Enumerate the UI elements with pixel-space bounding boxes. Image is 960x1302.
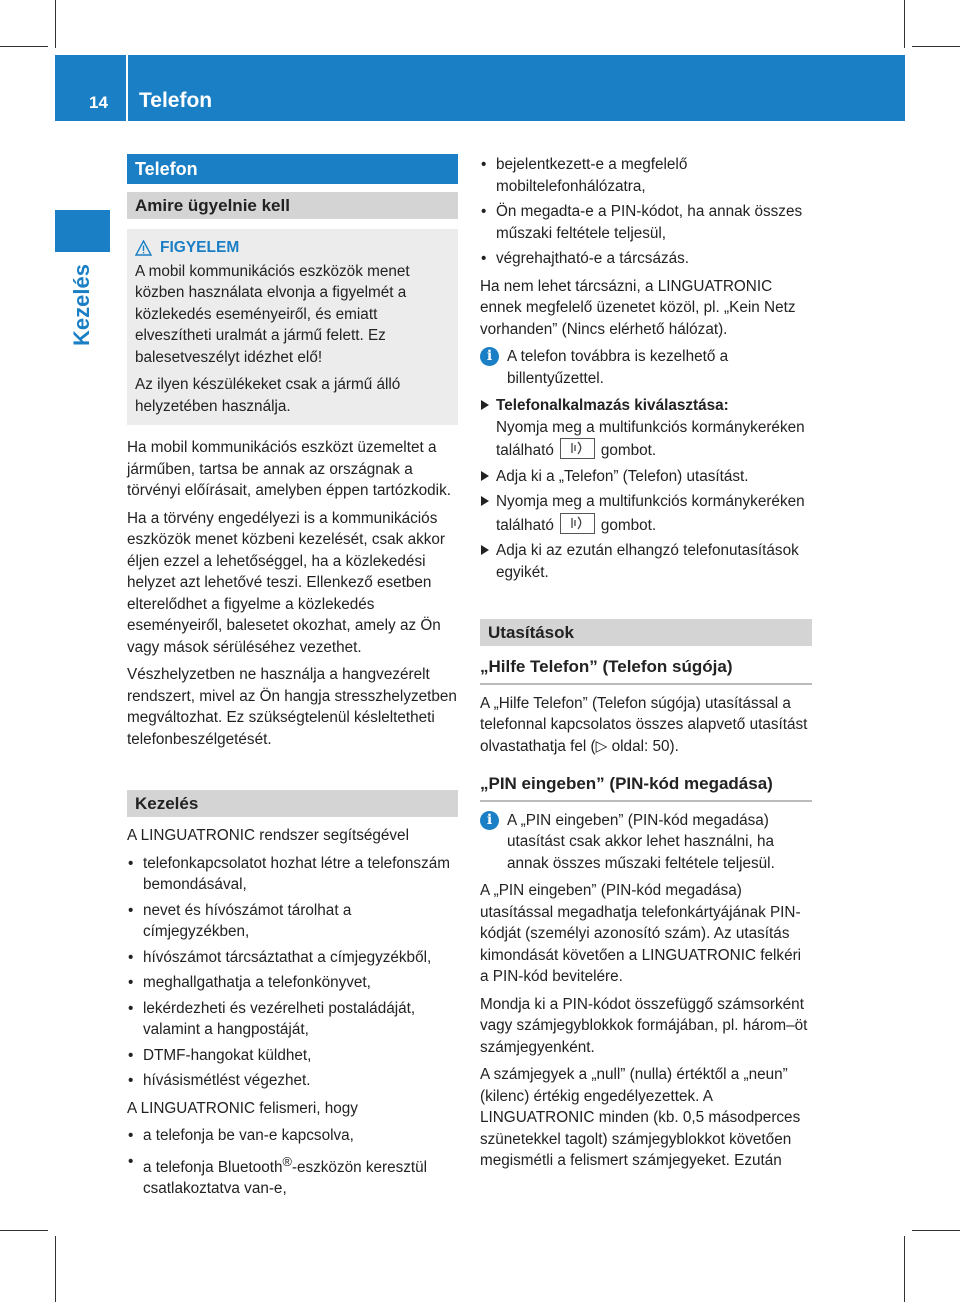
crop-mark — [0, 46, 48, 47]
step-arrow-icon — [481, 471, 489, 481]
warning-text: Az ilyen készülékeket csak a jármű álló helyzetében használja. — [135, 376, 401, 415]
paragraph: A „PIN eingeben” (PIN-kód megadása) utasítással megadhatja telefonkártyájának PIN-kódját (személyi azonosító szám). Az utasítás kimondását követően a LINGUATRONIC felkéri a PIN-kód bevitelére. — [480, 882, 802, 985]
list-item: • Ön megadta-e a PIN-kódot, ha annak összes műszaki feltétele teljesül, — [480, 201, 812, 244]
paragraph: A LINGUATRONIC rendszer segítségével — [127, 827, 409, 844]
step-text: gombot. — [600, 516, 657, 534]
section-title: Telefon — [127, 154, 458, 184]
step-arrow-icon — [481, 400, 489, 410]
step-item — [480, 491, 812, 536]
left-column — [127, 154, 458, 1206]
paragraph: Vészhelyzetben ne használja a hangvezérelt rendszert, mivel az Ön hangja stresszhelyzetben megváltozhat. Ez szükségtelenül késleltetheti telefonbeszélgetését. — [127, 666, 457, 748]
header-divider — [126, 55, 128, 121]
paragraph: Ha nem lehet tárcsázni, a LINGUATRONIC ennek megfelelő üzenetet közöl, pl. „Kein Netz vorhanden” (Nincs elérhető hálózat). — [480, 277, 796, 338]
crop-mark — [904, 0, 905, 48]
feature-list — [127, 853, 458, 1092]
info-note — [480, 810, 812, 875]
list-item: • hívásismétlést végezhet. — [127, 1070, 458, 1092]
warning-box — [127, 229, 458, 425]
step-item — [480, 540, 812, 583]
paragraph: A LINGUATRONIC felismeri, hogy — [127, 1099, 358, 1117]
warning-triangle-icon — [135, 240, 152, 256]
crop-mark — [55, 1236, 56, 1302]
list-item: • lekérdezheti és vezérelheti postaládáját, valamint a hangpostáját, — [127, 998, 458, 1041]
right-column — [480, 154, 812, 1178]
info-icon: i — [480, 347, 499, 366]
pin-subheading: „PIN eingeben” (PIN-kód megadása) — [480, 773, 812, 802]
list-item: • hívószámot tárcsáztathat a címjegyzékből, — [127, 947, 458, 969]
subsection-title: Amire ügyelnie kell — [127, 192, 458, 219]
list-item — [127, 1151, 458, 1200]
step-arrow-icon — [481, 496, 489, 506]
step-text: Nyomja meg a multifunkciós kormánykeréken található — [496, 493, 805, 534]
crop-mark — [0, 1230, 48, 1231]
paragraph: Ha a törvény engedélyezi is a kommunikációs eszközök menet közbeni kezelését, csak akkor éljen ezzel a lehetőséggel, ha a közlekedési helyzet azt lehetővé teszi. Ellenkező esetben elterelődhet a figyelme a közlekedés eseményeiről, balesetet okozhat, amely az Ön vagy mások sérüléséhez vezethet. — [127, 509, 445, 656]
registered-mark: ® — [282, 1153, 292, 1169]
crop-mark — [912, 1230, 960, 1231]
list-item: • meghallgathatja a telefonkönyvet, — [127, 972, 458, 994]
side-tab-marker — [55, 210, 110, 252]
status-list — [480, 154, 812, 270]
step-text: Adja ki az ezután elhangzó telefonutasítások egyikét. — [496, 542, 799, 581]
list-item: • telefonkapcsolatot hozhat létre a telefonszám bemondásával, — [127, 853, 458, 896]
crop-mark — [912, 46, 960, 47]
paragraph: Mondja ki a PIN-kódot összefüggő számsorként vagy számjegyblokkok formájában, pl. három–öt számjegyenként. — [480, 995, 808, 1056]
paragraph: Ha mobil kommunikációs eszközt üzemeltet a járműben, tartsa be annak az országnak a törvényi előírásait, amelyben éppen tartózkodik. — [127, 439, 451, 499]
warning-label: FIGYELEM — [160, 239, 240, 256]
info-note — [480, 346, 812, 389]
voice-button-icon — [560, 438, 595, 459]
list-item: • bejelentkezett-e a megfelelő mobiltelefonhálózatra, — [480, 154, 812, 197]
list-item-text: -eszközön keresztül csatlakoztatva van-e, — [143, 1158, 428, 1198]
recognition-list — [127, 1125, 458, 1200]
warning-text: A mobil kommunikációs eszközök menet közben használata elvonja a figyelmét a közlekedés eseményeiről, és emiatt elveszítheti uralmát a jármű felett. Ez balesetveszélyt idézhet elő! — [135, 262, 410, 366]
paragraph: A számjegyek a „null” (nulla) értéktől a „neun” (kilenc) értékig engedélyezettek. A LINGUATRONIC minden (kb. 0,5 másodperces szünetekkel tagolt) számjegyblokkot követően megismétli a felismert számjegyeket. Ezután — [480, 1066, 801, 1169]
voice-button-icon — [560, 513, 595, 534]
list-item-text: a telefonja Bluetooth — [143, 1158, 283, 1176]
list-item: • a telefonja be van-e kapcsolva, — [127, 1125, 458, 1147]
info-icon: i — [480, 811, 499, 830]
step-arrow-icon — [481, 545, 489, 555]
page-title: Telefon — [139, 89, 213, 112]
step-item — [480, 466, 812, 488]
side-tab-label: Kezelés — [69, 264, 94, 346]
list-item: • nevet és hívószámot tárolhat a címjegyzékben, — [127, 900, 458, 943]
paragraph: A „Hilfe Telefon” (Telefon súgója) utasítással a telefonnal kapcsolatos összes alapvető utasítást olvastathatja fel (▷ oldal: 50). — [480, 694, 808, 755]
kezeles-section-title: Kezelés — [127, 790, 458, 817]
page-number: 14 — [89, 93, 108, 112]
hilfe-subheading: „Hilfe Telefon” (Telefon súgója) — [480, 656, 812, 685]
step-heading: Telefonalkalmazás kiválasztása: — [496, 397, 729, 414]
crop-mark — [55, 0, 56, 48]
step-text: Adja ki a „Telefon” (Telefon) utasítást. — [496, 467, 749, 485]
list-item: • DTMF-hangokat küldhet, — [127, 1045, 458, 1067]
info-text: A „PIN eingeben” (PIN-kód megadása) utasítást csak akkor lehet használni, ha annak összes műszaki feltétele teljesül. — [507, 811, 775, 872]
step-text: Nyomja meg a multifunkciós kormánykeréken található — [496, 418, 805, 459]
step-text: gombot. — [600, 442, 657, 459]
crop-mark — [904, 1236, 905, 1302]
warning-header — [135, 237, 450, 259]
utasitasok-section-title: Utasítások — [480, 619, 812, 646]
page-header — [55, 55, 905, 121]
info-text: A telefon továbbra is kezelhető a billentyűzettel. — [507, 348, 729, 387]
list-item: • végrehajtható-e a tárcsázás. — [480, 248, 812, 270]
step-item — [480, 395, 812, 462]
